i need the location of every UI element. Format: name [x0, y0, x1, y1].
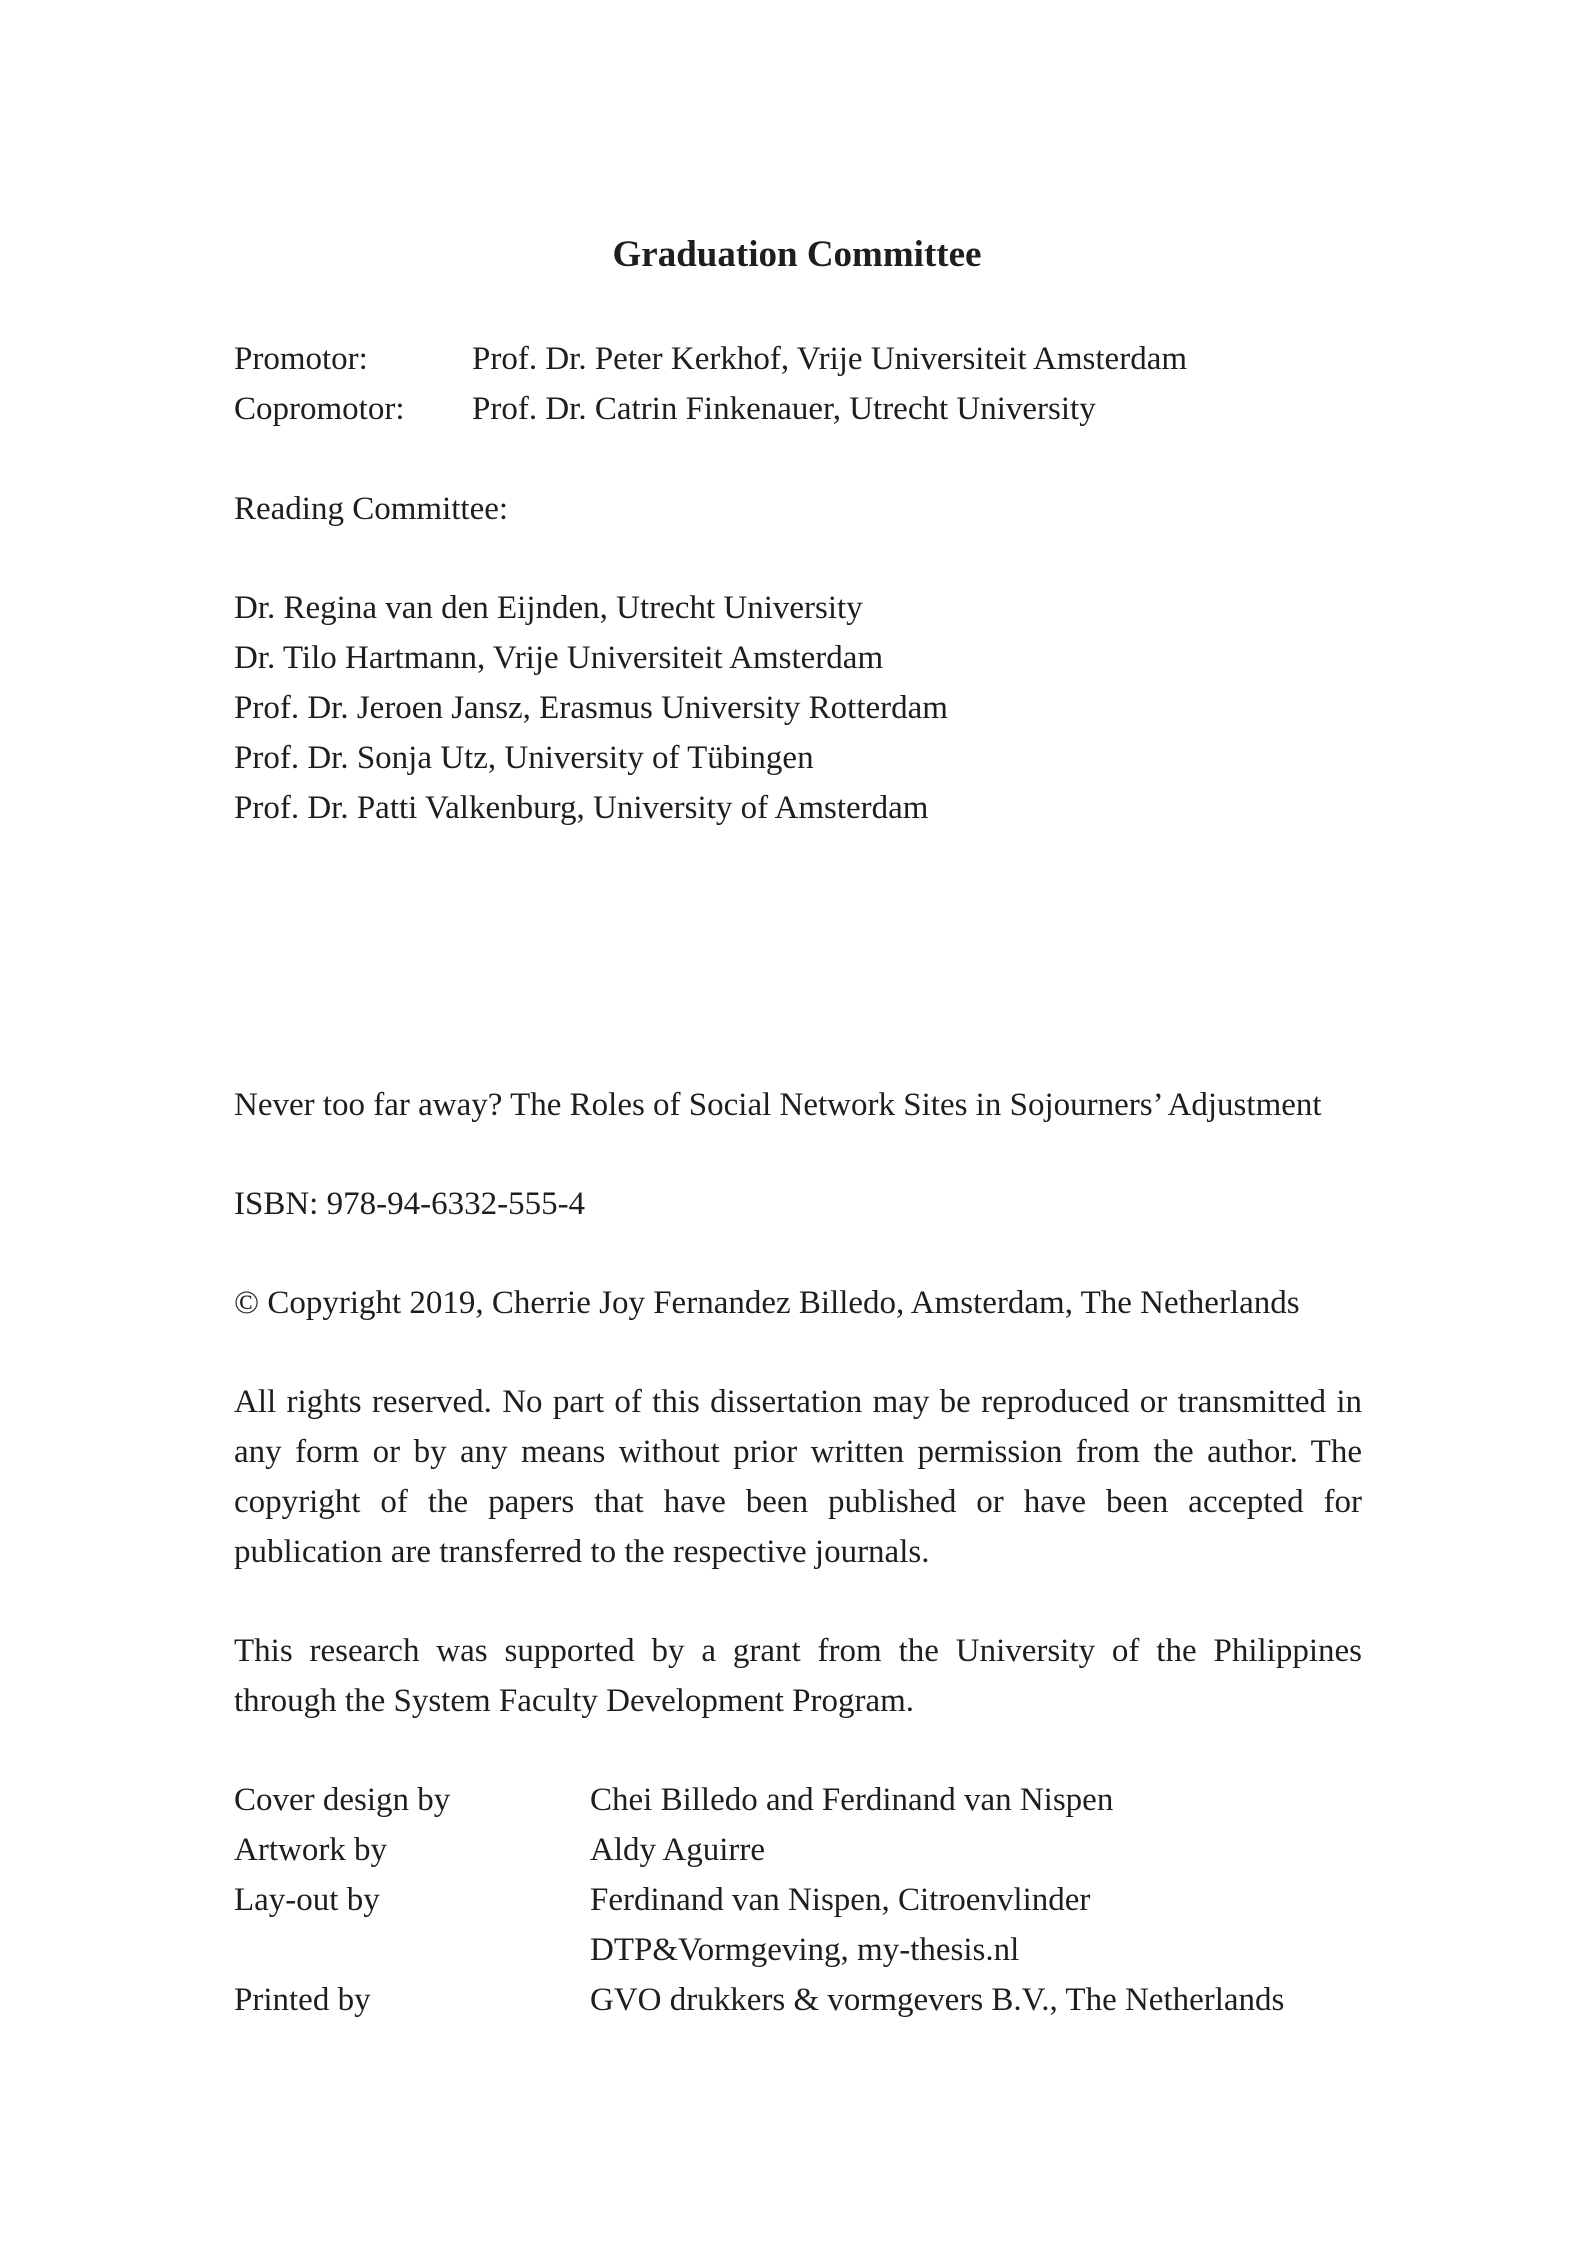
credit-row	[234, 1875, 1360, 1925]
credit-row	[234, 1975, 1360, 2025]
credit-label: Artwork by	[234, 1832, 388, 1868]
credit-label: Printed by	[234, 1982, 371, 2018]
credit-row	[234, 1925, 1360, 1975]
rights-paragraph	[234, 1377, 1362, 1577]
committee-member: Dr. Regina van den Eijnden, Utrecht University	[234, 590, 863, 626]
supervisors-list	[234, 334, 1360, 434]
supervisor-row	[234, 334, 1360, 384]
credit-row	[234, 1775, 1360, 1825]
book-title-text: Never too far away? The Roles of Social Network Sites in Sojourners’ Adjustment	[234, 1087, 1322, 1123]
supervisor-row	[234, 384, 1360, 434]
supervisor-role: Copromotor:	[234, 391, 405, 427]
rights-text: All rights reserved. No part of this dissertation may be reproduced or transmitted in any form or by any means without prior written permission from the author. The copyright of the papers that have been published or have been accepted for publication are transferred to the respective journals.	[234, 1384, 1362, 1570]
credits-list	[234, 1775, 1360, 2025]
reading-committee-heading	[234, 484, 1360, 534]
isbn-text: ISBN: 978-94-6332-555-4	[234, 1186, 586, 1222]
credit-value: Aldy Aguirre	[590, 1832, 766, 1868]
supervisor-name: Prof. Dr. Peter Kerkhof, Vrije Universiteit Amsterdam	[472, 341, 1188, 377]
credit-label	[234, 1925, 590, 1975]
committee-member: Dr. Tilo Hartmann, Vrije Universiteit Amsterdam	[234, 640, 884, 676]
reading-committee-heading-text: Reading Committee:	[234, 491, 509, 527]
credit-row	[234, 1825, 1360, 1875]
committee-member: Prof. Dr. Patti Valkenburg, University of Amsterdam	[234, 790, 929, 826]
credit-label: Cover design by	[234, 1782, 451, 1818]
supervisor-name: Prof. Dr. Catrin Finkenauer, Utrecht University	[472, 391, 1096, 427]
copyright-text: © Copyright 2019, Cherrie Joy Fernandez Billedo, Amsterdam, The Netherlands	[234, 1285, 1300, 1321]
committee-member: Prof. Dr. Sonja Utz, University of Tübingen	[234, 740, 814, 776]
isbn	[234, 1179, 1360, 1229]
funding-paragraph	[234, 1626, 1362, 1726]
book-title	[234, 1080, 1360, 1130]
credit-label: Lay-out by	[234, 1882, 380, 1918]
committee-member: Prof. Dr. Jeroen Jansz, Erasmus University Rotterdam	[234, 690, 948, 726]
credit-value: Ferdinand van Nispen, Citroenvlinder	[590, 1882, 1091, 1918]
credit-value: GVO drukkers & vormgevers B.V., The Netherlands	[590, 1982, 1285, 2018]
copyright-notice	[234, 1278, 1360, 1328]
page-title: Graduation Committee	[612, 234, 982, 275]
credit-value: DTP&Vormgeving, my-thesis.nl	[590, 1932, 1020, 1968]
supervisor-role: Promotor:	[234, 341, 368, 377]
credit-value: Chei Billedo and Ferdinand van Nispen	[590, 1782, 1114, 1818]
funding-text: This research was supported by a grant from the University of the Philippines through the System Faculty Development Program.	[234, 1633, 1362, 1719]
reading-committee-list	[234, 583, 1360, 833]
